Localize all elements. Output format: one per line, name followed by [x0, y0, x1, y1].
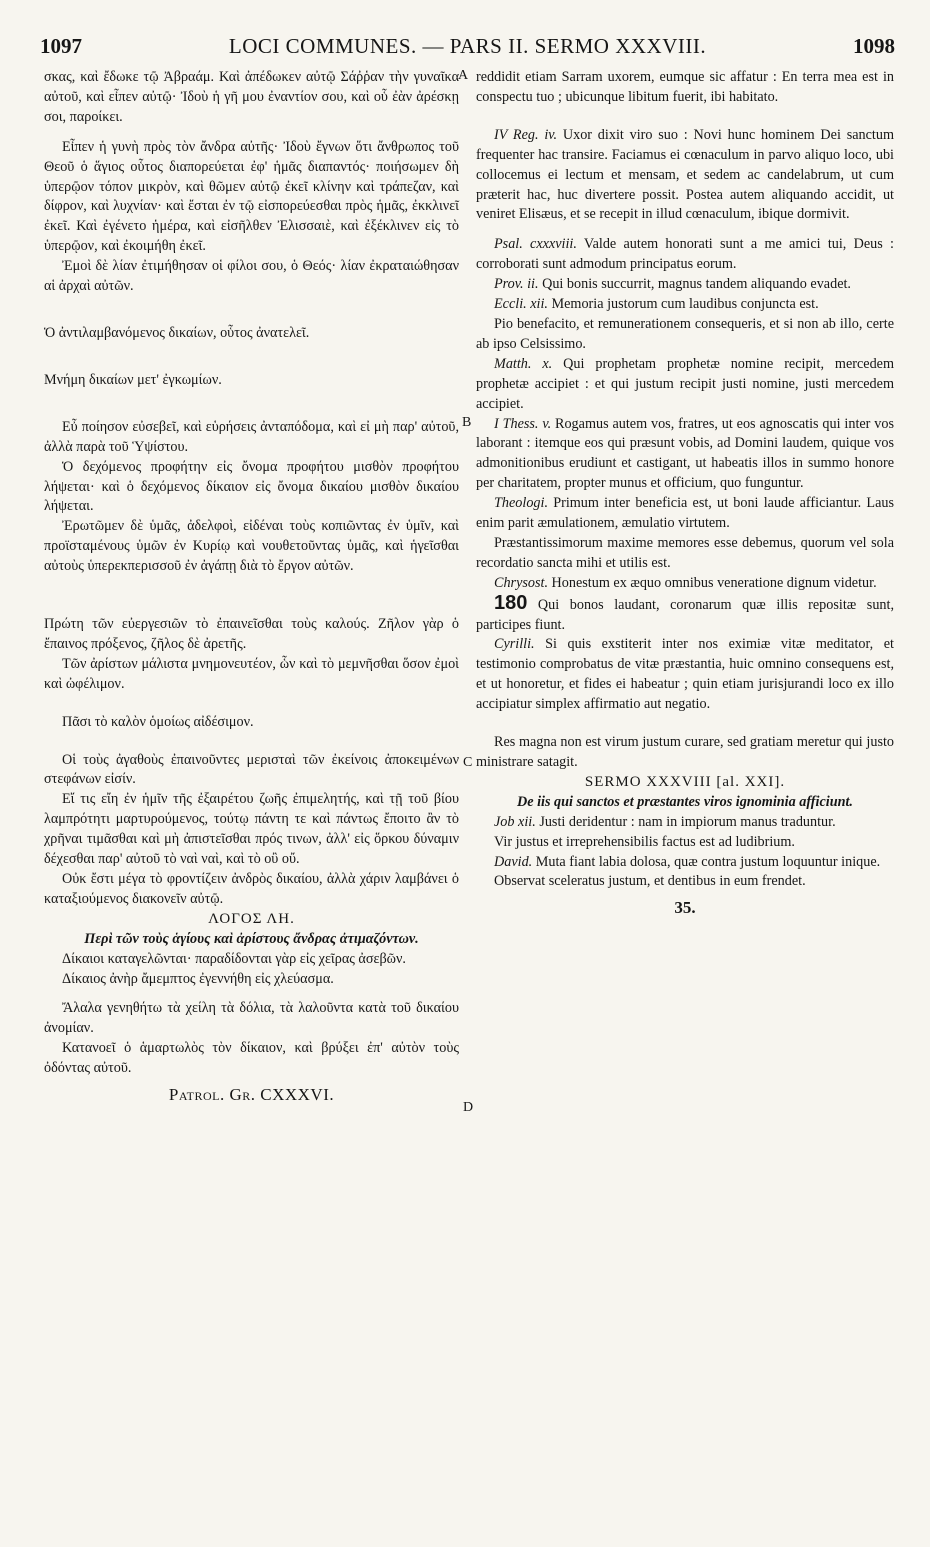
latin-paragraph	[476, 126, 894, 226]
latin-paragraph	[476, 295, 894, 315]
greek-paragraph: Ὁ δεχόμενος προφήτην εἰς ὄνομα προφήτου μισθὸν προφήτου λήψεται· καὶ ὁ δεχόμενος δίκαιον εἰς ὄνομα δικαίου μισθὸν δικαίου λήψεται.	[44, 458, 459, 515]
greek-paragraph: Εἴ τις εἴη ἐν ἡμῖν τῆς ἐξαιρέτου ζωῆς ἐπιμελητής, καὶ τῇ τοῦ βίου λαμπρότητι μαρτυρούμενος, τούτῳ πάντη τε καὶ πάντως ἔποιτο ἂν τὸ χρῆναι τιμᾶσθαι καὶ μὴ ἀπιστεῖσθαι πρός τινων, ἀλλ' εἰς ὅρκου δύναμιν δέχεσθαι παρ' αὐτοῦ τὸ ναὶ ναὶ, καὶ τὸ οὒ οὔ.	[44, 791, 459, 868]
greek-paragraph: Πᾶσι τὸ καλὸν ὁμοίως αἰδέσιμον.	[62, 713, 254, 730]
latin-text: Qui bonis succurrit, magnus tandem aliquando evadet.	[538, 276, 851, 293]
greek-paragraph: Ὁ ἀντιλαμβανόμενος δικαίων, οὗτος ἀνατελεῖ.	[44, 324, 310, 341]
author-reference: Chrysost.	[494, 574, 548, 591]
signature-number: 35.	[674, 898, 696, 918]
greek-paragraph: Δίκαιος ἀνὴρ ἄμεμπτος ἐγεννήθη εἰς χλεύασμα.	[62, 970, 334, 987]
greek-section-heading: ΛΟΓΟΣ ΛΗ.	[208, 910, 295, 927]
greek-paragraph: Οὐκ ἔστι μέγα τὸ φροντίζειν ἀνδρὸς δικαίου, ἀλλὰ χάριν λαμβάνει ὁ καταξιούμενος διακονεῖν αὐτῷ.	[44, 871, 459, 907]
latin-text: Qui prophetam prophetæ nomine recipit, mercedem prophetæ accipiet : et qui justum recipit justi nomine, justi mercedem accipiet.	[476, 355, 895, 412]
scripture-reference: David.	[494, 853, 533, 870]
margin-marker-a: A	[458, 68, 469, 83]
margin-marker-b: B	[462, 415, 472, 430]
latin-text: Uxor dixit viro suo : Novi hunc hominem Dei sanctum frequenter hac transire. Faciamus ei cœnaculum in parvo aliquo loco, ubi collocemus ei lectum et mensam, et sedem ac candelabrum, ut cum præterit hac, huc divertere possit. Postea autem aliquando accidit, ut veniret Elisæus, et se recepit in illud cœnaculum, ibique dormivit.	[476, 126, 894, 223]
latin-paragraph: reddidit etiam Sarram uxorem, eumque sic affatur : En terra mea est in conspectu tuo ; ubicunque libitum fuerit, ibi habitato.	[476, 69, 894, 105]
latin-paragraph: Vir justus et irreprehensibilis factus est ad ludibrium.	[494, 833, 795, 850]
latin-section-heading: SERMO XXXVIII [al. XXI].	[584, 773, 786, 790]
greek-paragraph: Ἄλαλα γενηθήτω τὰ χείλη τὰ δόλια, τὰ λαλοῦντα κατὰ τοῦ δικαίου ἀνομίαν.	[44, 1000, 459, 1037]
latin-text: Valde autem honorati sunt a me amici tui, Deus : corroborati sunt admodum principatus eorum.	[476, 236, 894, 273]
scripture-reference: Psal. cxxxviii.	[494, 236, 577, 253]
latin-paragraph	[476, 494, 894, 534]
greek-paragraph: Εὖ ποίησον εὐσεβεῖ, καὶ εὑρήσεις ἀνταπόδομα, καὶ εἰ μὴ παρ' αὐτοῦ, ἀλλὰ παρὰ τοῦ Ὑψίστου.	[44, 418, 459, 455]
greek-paragraph: Τῶν ἀρίστων μάλιστα μνημονευτέον, ὧν καὶ τὸ μεμνῆσθαι ὅσον ἐμοὶ καὶ ὠφέλιμον.	[44, 655, 459, 692]
left-page-number: 1097	[40, 34, 82, 58]
latin-column	[476, 68, 894, 918]
greek-paragraph: σκας, καὶ ἔδωκε τῷ Ἀβραάμ. Καὶ ἀπέδωκεν αὐτῷ Σάῤῥαν τὴν γυναῖκα αὐτοῦ, καὶ εἶπεν αὐτῷ· Ἰδοὺ ἡ γῆ μου ἐναντίον σου, καὶ οὗ ἐὰν ἀρέσκῃ σοι, παροίκει.	[44, 69, 459, 125]
latin-section-subheading: De iis qui sanctos et præstantes viros ignominia afficiunt.	[517, 793, 853, 810]
latin-paragraph	[476, 591, 894, 636]
author-reference: Theologi.	[494, 495, 548, 512]
latin-text: Qui bonos laudant, coronarum quæ illis repositæ sunt, participes fiunt.	[476, 596, 894, 633]
latin-text: Muta fiant labia dolosa, quæ contra justum loquuntur inique.	[532, 853, 881, 870]
latin-paragraph	[476, 813, 894, 833]
greek-paragraph: Πρώτη τῶν εὐεργεσιῶν τὸ ἐπαινεῖσθαι τοὺς καλούς. Ζῆλον γὰρ ὁ ἔπαινος πρόξενος, ζῆλος δὲ ἀρετῆς.	[44, 616, 459, 652]
page-header	[40, 34, 895, 66]
running-title: LOCI COMMUNES. — PARS II. SERMO XXXVIII.	[228, 34, 707, 58]
section-number: 180	[494, 591, 528, 614]
scripture-reference: Prov. ii.	[494, 276, 539, 293]
scripture-reference: I Thess. v.	[494, 415, 552, 432]
greek-paragraph: Μνήμη δικαίων μετ' ἐγκωμίων.	[44, 371, 222, 388]
latin-paragraph	[476, 635, 894, 715]
right-page-number: 1098	[853, 34, 895, 58]
greek-paragraph: Ἐρωτῶμεν δὲ ὑμᾶς, ἀδελφοὶ, εἰδέναι τοὺς κοπιῶντας ἐν ὑμῖν, καὶ προϊσταμένους ὑμῶν ἐν Κυρίῳ καὶ νουθετοῦντας ὑμᾶς, καὶ ἡγεῖσθαι αὐτοὺς ὑπερεκπερισσοῦ ἐν ἀγάπῃ διὰ τὸ ἔργον αὐτῶν.	[44, 518, 459, 575]
volume-footer: Patrol. Gr. CXXXVI.	[168, 1085, 335, 1105]
latin-paragraph: Res magna non est virum justum curare, sed gratiam meretur qui justo ministrare satagit.	[476, 734, 894, 770]
greek-paragraph: Ἐμοὶ δὲ λίαν ἐτιμήθησαν οἱ φίλοι σου, ὁ Θεός· λίαν ἐκραταιώθησαν αἱ ἀρχαὶ αὐτῶν.	[44, 258, 459, 295]
latin-text: Primum inter beneficia est, ut boni laude afficiantur. Laus enim parit æmulationem, æmulatio virtutem.	[476, 495, 894, 532]
margin-marker-c: C	[463, 755, 473, 770]
latin-text: Si quis exstiterit inter nos eximiæ vitæ meditator, et testimonio comprobatus de vitæ præstantia, huic omnino consequens est, et ut honoretur, et fides ei habeatur ; quin etiam jurisjurandi loco ex illo accipiatur simplex affirmatio aut negatio.	[476, 636, 894, 713]
latin-paragraph	[476, 853, 894, 873]
margin-marker-d: D	[463, 1100, 474, 1115]
latin-paragraph	[476, 355, 894, 415]
greek-paragraph: Κατανοεῖ ὁ ἁμαρτωλὸς τὸν δίκαιον, καὶ βρύξει ἐπ' αὐτὸν τοὺς ὀδόντας αὐτοῦ.	[44, 1040, 459, 1077]
author-reference: Cyrilli.	[494, 636, 535, 653]
latin-paragraph: Pio benefacito, et remunerationem consequeris, et si non ab illo, certe ab ipso Celsissimo.	[476, 315, 894, 352]
greek-paragraph: Εἶπεν ἡ γυνὴ πρὸς τὸν ἄνδρα αὐτῆς· Ἰδοὺ ἔγνων ὅτι ἄνθρωπος τοῦ Θεοῦ ὁ ἅγιος οὗτος διαπορεύεται ἐφ' ἡμᾶς διαπαντός· ποιήσωμεν δὴ ὑπερῷον τόπον μικρὸν, καὶ θῶμεν αὐτῷ ἐκεῖ κλίνην καὶ τράπεζαν, καὶ δίφρον, καὶ λυχνίαν· καὶ ἔσται ἐν τῷ εἰσπορεύεσθαι πρὸς ἡμᾶς, ἐκκλινεῖ ἐκεῖ. Καὶ ἐγένετο ἡμέρα, καὶ εἰσῆλθεν Ἐλισσαιὲ, καὶ ἐξέκλινεν εἰς τὸ ὑπερῷον, καὶ ἐκοιμήθη ἐκεῖ.	[44, 138, 459, 255]
greek-paragraph: Οἱ τοὺς ἀγαθοὺς ἐπαινοῦντες μερισταὶ τῶν ἐκείνοις ἀποκειμένων στεφάνων εἰσίν.	[44, 751, 459, 788]
scripture-reference: IV Reg. iv.	[494, 126, 558, 143]
latin-paragraph	[476, 574, 894, 594]
greek-section-subheading: Περὶ τῶν τοὺς ἁγίους καὶ ἀρίστους ἄνδρας ἀτιμαζόντων.	[84, 930, 419, 947]
greek-column	[44, 68, 459, 1105]
latin-paragraph	[476, 415, 894, 495]
latin-text: Rogamus autem vos, fratres, ut eos agnoscatis qui inter vos laborant : itemque eos qui præsunt vobis, ad Domini laudem, quique vos admonitionibus erudiunt et castigant, ut habeatis illos in summo honore per charitatem, propter munus et officium, quo funguntur.	[476, 415, 894, 492]
scripture-reference: Eccli. xii.	[494, 296, 548, 313]
greek-paragraph: Δίκαιοι καταγελῶνται· παραδίδονται γὰρ εἰς χεῖρας ἀσεβῶν.	[62, 950, 406, 967]
latin-text: Memoria justorum cum laudibus conjuncta est.	[547, 296, 819, 313]
latin-text: Justi deridentur : nam in impiorum manus traduntur.	[535, 813, 836, 830]
scripture-reference: Matth. x.	[494, 355, 553, 372]
latin-paragraph	[476, 235, 894, 275]
latin-paragraph: Observat sceleratus justum, et dentibus in eum frendet.	[494, 873, 806, 890]
latin-paragraph: Præstantissimorum maxime memores esse debemus, quorum vel sola recordatio sancta mihi et utilis est.	[476, 534, 894, 571]
latin-text: Honestum ex æquo omnibus veneratione dignum videtur.	[548, 574, 877, 591]
scripture-reference: Job xii.	[494, 813, 536, 830]
latin-paragraph	[476, 275, 894, 295]
